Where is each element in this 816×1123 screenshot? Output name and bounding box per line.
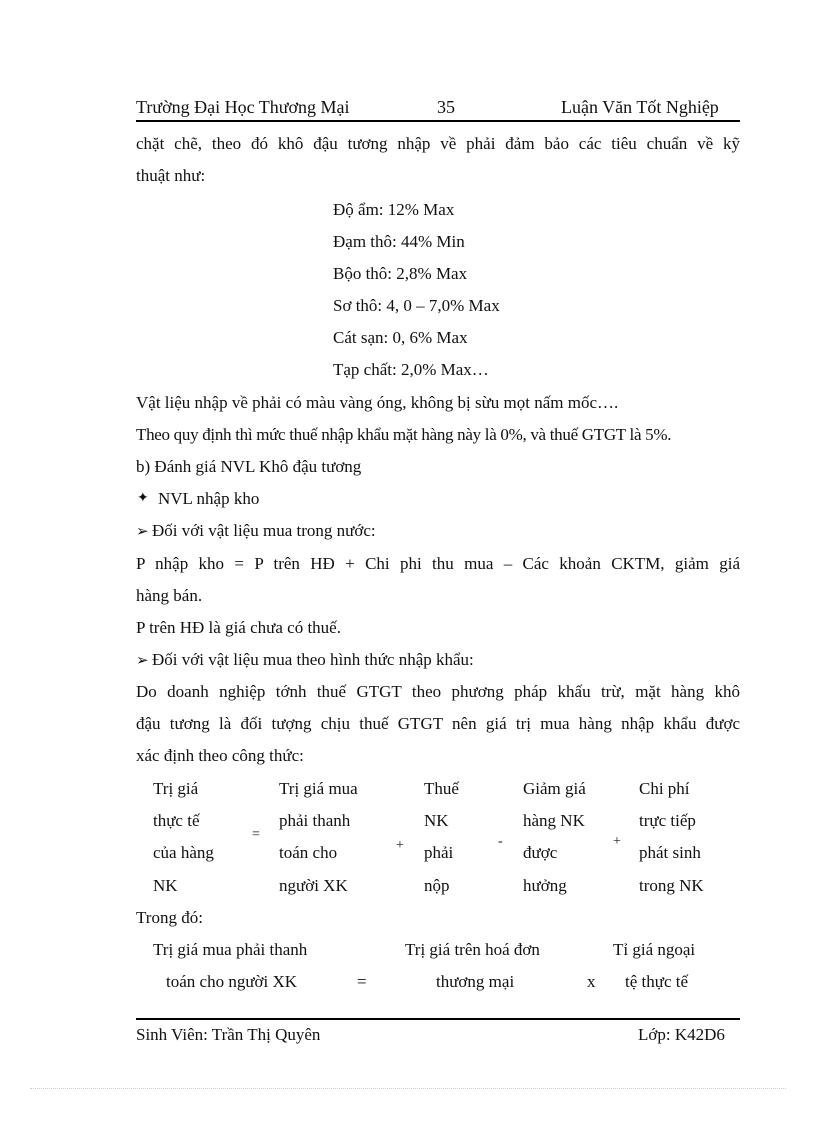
footer-class: Lớp: K42D6 [638,1025,725,1044]
star-bullet-icon: ✦ [137,491,149,506]
formula2-col1-line: Trị giá [153,779,199,798]
formula2-col4-line: hàng NK [523,811,585,830]
formula2-plus: + [613,834,621,849]
footer-rule [136,1018,740,1020]
spec-item: Độ ẩm: 12% Max [333,200,455,219]
trong-do-label: Trong đó: [136,908,203,927]
price-note: P trên HĐ là giá chưa có thuế. [136,618,341,637]
formula2-col1-line: của hàng [153,843,214,862]
formula2-col3-line: phải [424,843,454,862]
para1-line2: thuật như: [136,166,206,185]
formula2-col4-line: hưởng [523,876,567,895]
domestic-heading: Đối với vật liệu mua trong nước: [152,521,376,540]
formula2-col5-line: Chi phí [639,779,690,798]
spec-item: Bộo thô: 2,8% Max [333,264,468,283]
formula2-col1-line: thực tế [153,811,200,830]
color-requirement: Vật liệu nhập về phải có màu vàng óng, không bị sừu mọt nấm mốc…. [136,393,619,412]
formula1-line2: hàng bán. [136,586,203,605]
import-heading: Đối với vật liệu mua theo hình thức nhập khẩu: [152,650,474,669]
spec-item: Tạp chất: 2,0% Max… [333,360,489,379]
formula3-right-line2: tệ thực tế [625,972,689,991]
formula2-col5-line: trực tiếp [639,811,696,830]
formula3-mid-line2: thương mại [436,972,515,991]
formula2-col4-line: Giảm giá [523,779,586,798]
import-line3: xác định theo công thức: [136,746,304,765]
formula2-col5-line: phát sinh [639,843,701,862]
section-heading-b: b) Đánh giá NVL Khô đậu tương [136,457,362,476]
spec-item: Cát sạn: 0, 6% Max [333,328,468,347]
header-school: Trường Đại Học Thương Mại [136,97,350,117]
formula2-col2-line: toán cho [279,843,338,862]
formula3-left-line1: Trị giá mua phải thanh [153,940,308,959]
formula2-col4-line: được [523,843,558,862]
formula2-col1-line: NK [153,876,178,895]
header-doc-type: Luận Văn Tốt Nghiệp [561,97,719,117]
formula3-right-line1: Tỉ giá ngoại [613,940,696,959]
spec-item: Sơ thô: 4, 0 – 7,0% Max [333,296,500,315]
formula2-minus: - [498,834,503,849]
page-number: 35 [437,97,455,117]
arrow-bullet-icon: ➢ [136,651,149,669]
formula2-col2-line: người XK [279,876,348,895]
page-bottom-dotted-line [30,1088,786,1089]
bullet-nvl-label: NVL nhập kho [158,489,260,508]
para1-line1: chặt chẽ, theo đó khô đậu tương nhập về phải đảm bảo các tiêu chuẩn về kỹ [136,134,740,153]
formula2-col2-line: Trị giá mua [279,779,358,798]
formula2-plus: + [396,838,404,853]
formula2-col3-line: NK [424,811,449,830]
import-line1: Do doanh nghiệp tớnh thuế GTGT theo phương pháp khấu trừ, mặt hàng khô [136,682,740,701]
formula2-col2-line: phải thanh [279,811,351,830]
arrow-bullet-icon: ➢ [136,522,149,540]
formula3-mid-line1: Trị giá trên hoá đơn [405,940,540,959]
import-line2: đậu tương là đối tượng chịu thuế GTGT nên giá trị mua hàng nhập khẩu được [136,714,740,733]
formula3-equals: = [357,972,367,991]
formula3-left-line2: toán cho người XK [166,972,298,991]
spec-item: Đạm thô: 44% Min [333,232,465,251]
formula2-col3-line: Thuế [424,779,459,798]
footer-student: Sinh Viên: Trần Thị Quyên [136,1025,321,1044]
formula3-times: x [587,972,596,991]
formula2-col3-line: nộp [424,876,450,895]
header-rule [136,120,740,122]
tax-note: Theo quy định thì mức thuế nhập khẩu mặt hàng này là 0%, và thuế GTGT là 5%. [136,425,672,444]
formula2-col5-line: trong NK [639,876,704,895]
formula1-line1: P nhập kho = P trên HĐ + Chi phi thu mua – Các khoản CKTM, giảm giá [136,554,740,573]
formula2-equals: = [252,827,260,842]
